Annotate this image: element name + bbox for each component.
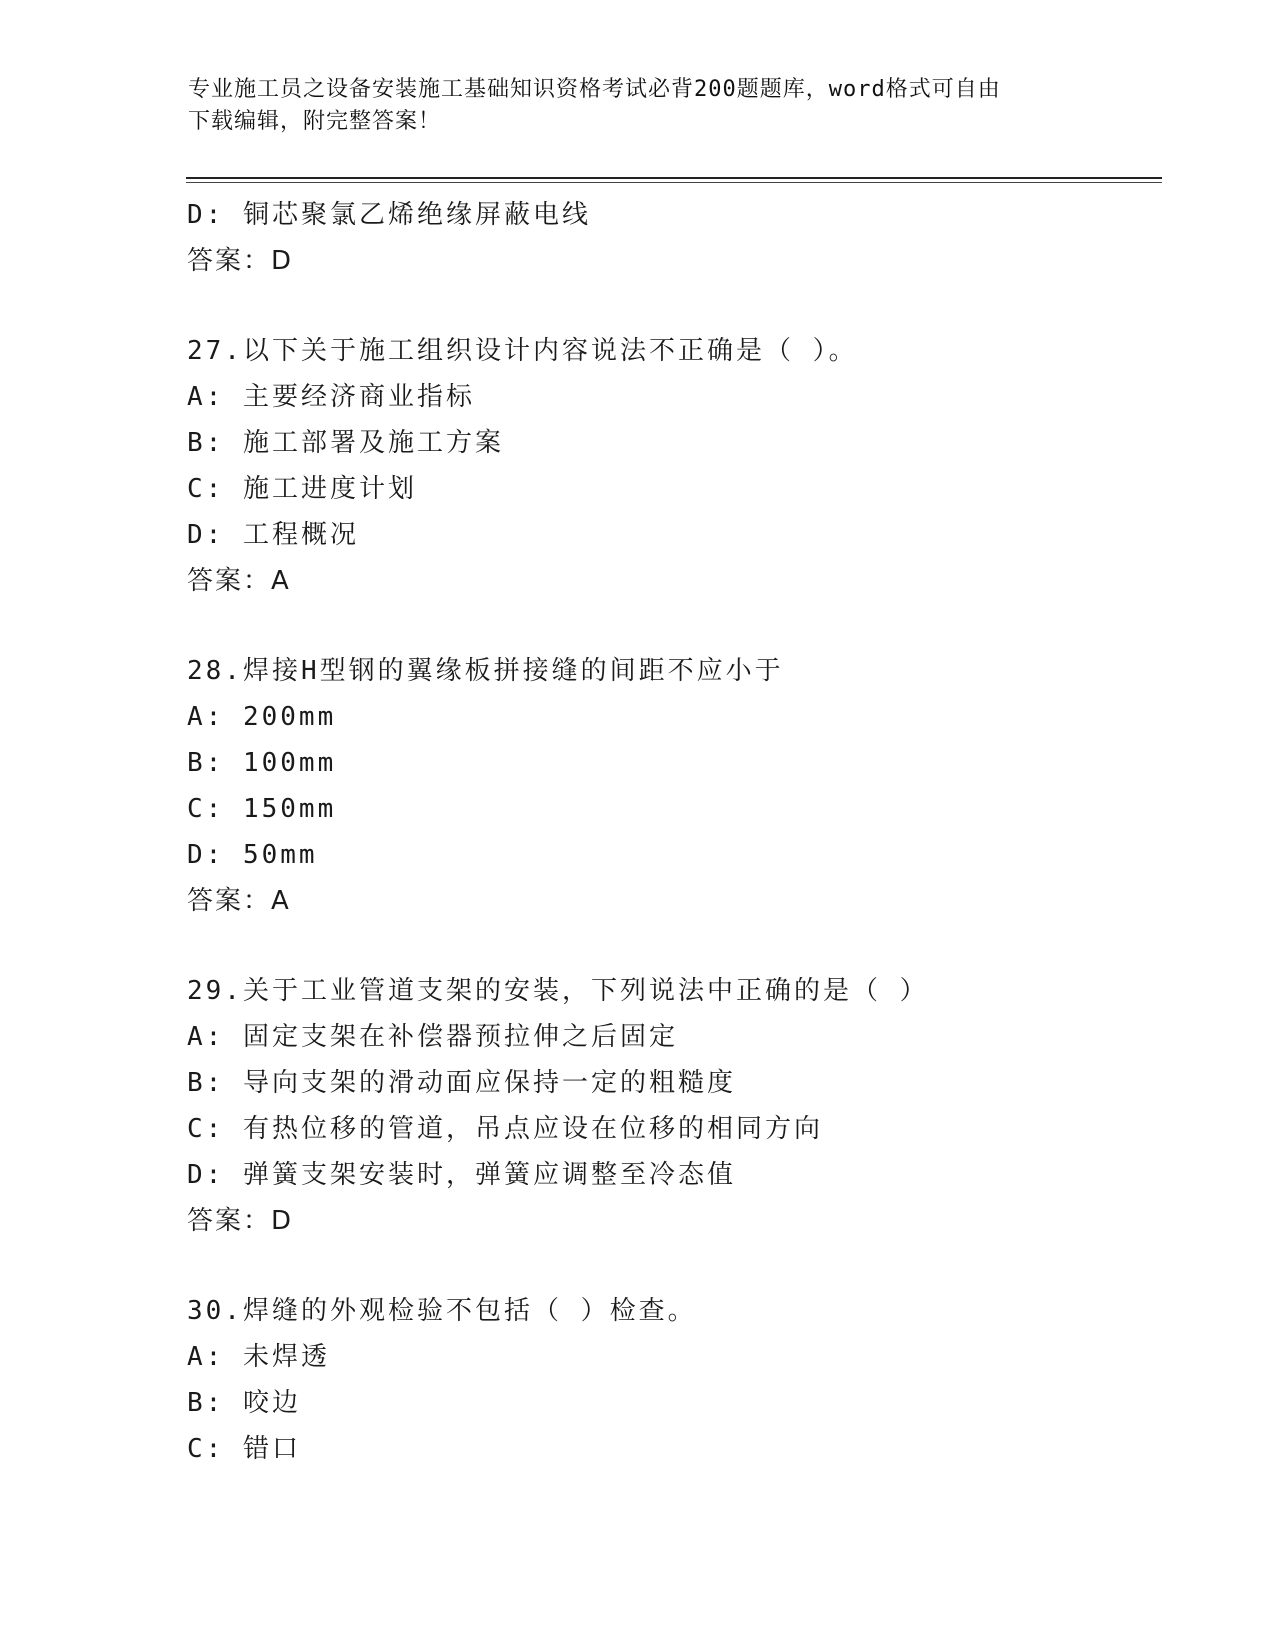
question-block-30 [187,1288,1147,1472]
answer-line: 答案：A [187,886,291,916]
option-d: D: 50mm [187,840,318,870]
header-divider-thin [186,182,1162,183]
question-block-28 [187,648,1147,924]
option-c: C: 150mm [187,794,337,824]
question-stem: 29.关于工业管道支架的安装，下列说法中正确的是（ ） [187,976,929,1006]
question-stem: 28.焊接H型钢的翼缘板拼接缝的间距不应小于 [187,656,784,686]
option-a: A: 固定支架在补偿器预拉伸之后固定 [187,1022,678,1052]
question-block-27 [187,328,1147,604]
header-divider-thick [186,177,1162,179]
option-b: B: 导向支架的滑动面应保持一定的粗糙度 [187,1068,736,1098]
header-title-line-1: 专业施工员之设备安装施工基础知识资格考试必背200题题库，word格式可自由 [188,77,1001,102]
document-header [188,74,1078,138]
option-c: C: 施工进度计划 [187,474,417,504]
option-a: A: 主要经济商业指标 [187,382,475,412]
question-list [187,192,1147,1472]
option-d: D: 工程概况 [187,520,359,550]
option-c: C: 有热位移的管道，吊点应设在位移的相同方向 [187,1114,823,1144]
option-b: B: 咬边 [187,1388,301,1418]
question-block-29 [187,968,1147,1244]
option-a: A: 200mm [187,702,337,732]
option-a: A: 未焊透 [187,1342,330,1372]
answer-line: 答案：D [187,1206,294,1236]
question-stem: 30.焊缝的外观检验不包括（ ）检查。 [187,1296,697,1326]
question-stem: 27.以下关于施工组织设计内容说法不正确是（ ）。 [187,336,858,366]
answer-line: 答案：A [187,566,291,596]
option-b: B: 100mm [187,748,337,778]
option-d: D: 铜芯聚氯乙烯绝缘屏蔽电线 [187,200,591,230]
option-d: D: 弹簧支架安装时，弹簧应调整至冷态值 [187,1160,736,1190]
header-title-line-2: 下载编辑，附完整答案！ [188,109,442,134]
answer-line: 答案：D [187,246,294,276]
option-b: B: 施工部署及施工方案 [187,428,504,458]
option-c: C: 错口 [187,1434,301,1464]
